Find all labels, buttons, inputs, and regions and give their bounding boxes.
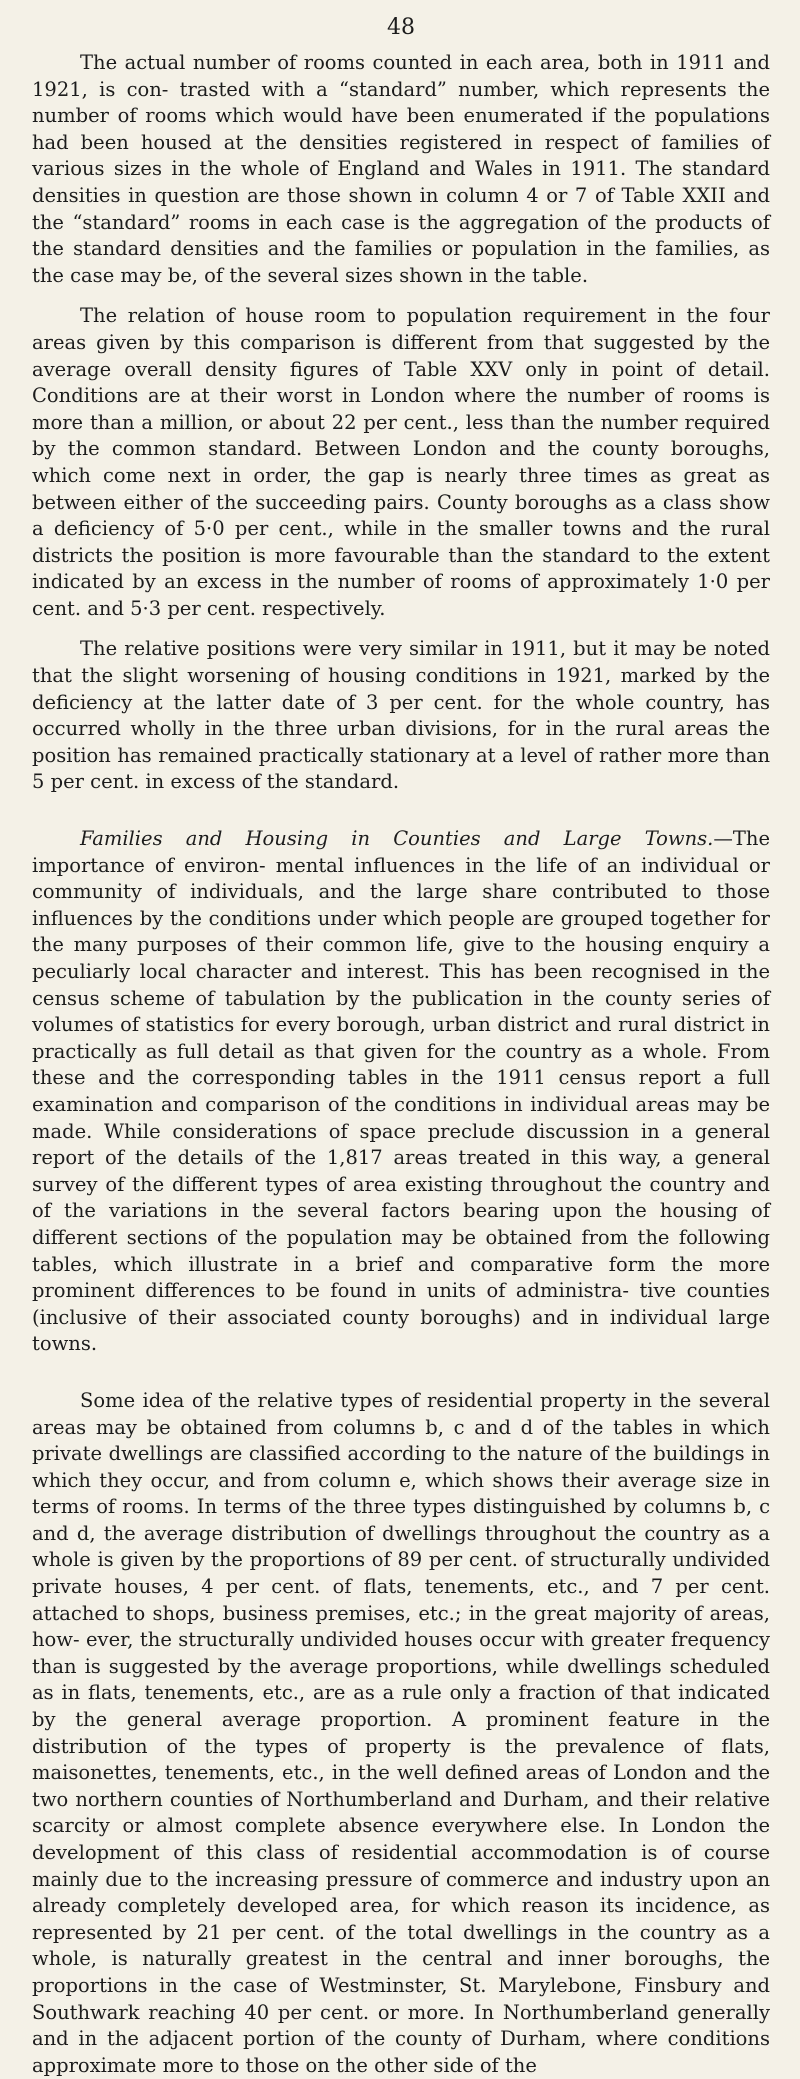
paragraph-relative-positions: The relative positions were very similar in 1911, but it may be noted that the slight worsening of housing conditions in 1921, marked by the deficiency at the latter date of 3 per cent. for the whole country, has occurred wholly in the three urban divisions, for in the rural areas the position has remained practically stationary at a level of rather more than 5 per cent. in excess of the standard.	[32, 637, 770, 794]
paragraph-residential-types: Some idea of the relative types of residential property in the several areas may be obtained from columns b, c and d of the tables in which private dwellings are classified according to the nature of the buildings in which they occur, and from column e, which shows their average size in terms of rooms. In terms of the three types distinguished by columns b, c and d, the average distribution of dwellings throughout the country as a whole is given by the proportions of 89 per cent. of structurally undivided private houses, 4 per cent. of flats, tenements, etc., and 7 per cent. attached to shops, business premises, etc.; in the great majority of areas, how- ever, the structurally undivided houses occur with greater frequency than is suggested by the average proportions, while dwellings scheduled as in flats, tenements, etc., are as a rule only a fraction of that indicated by the general average proportion. A prominent feature in the distribution of the types of property is the prevalence of flats, maisonettes, tenements, etc., in the well defined areas of London and the two northern counties of Northumberland and Durham, and their relative scarcity or almost complete absence everywhere else. In London the development of this class of residential accommodation is of course mainly due to the increasing pressure of commerce and industry upon an already completely developed area, for which reason its incidence, as represented by 21 per cent. of the total dwellings in the country as a whole, is naturally greatest in the central and inner boroughs, the proportions in the case of Westminster, St. Marylebone, Finsbury and Southwark reaching 40 per cent. or more. In Northumberland generally and in the adjacent portion of the county of Durham, where conditions approximate more to those on the other side of the	[32, 1388, 770, 2077]
page-number: 48	[387, 15, 415, 40]
paragraph-house-room-relation: The relation of house room to population requirement in the four areas given by this comparison is different from that suggested by the average overall density figures of Table XXV only in point of detail. Conditions are at their worst in London where the number of rooms is more than a million, or about 22 per cent., less than the number required by the common standard. Between London and the county boroughs, which come next in order, the gap is nearly three times as great as between either of the succeeding pairs. County boroughs as a class show a deficiency of 5·0 per cent., while in the smaller towns and the rural districts the position is more favourable than the standard to the extent indicated by an excess in the number of rooms of approximately 1·0 per cent. and 5·3 per cent. respectively.	[32, 304, 770, 620]
paragraph-standard-rooms: The actual number of rooms counted in each area, both in 1911 and 1921, is con- trasted with a “standard” number, which represents the number of rooms which would have been enumerated if the populations had been housed at the densities registered in respect of families of various sizes in the whole of England and Wales in 1911. The standard densities in question are those shown in column 4 or 7 of Table XXII and the “standard” rooms in each case is the aggregation of the products of the standard densities and the families or population in the families, as the case may be, of the several sizes shown in the table.	[32, 51, 770, 287]
section-heading: Families and Housing in Counties and Large Towns.	[80, 827, 714, 851]
section-text: —The importance of environ- mental influences in the life of an individual or community of individuals, and the large share contributed to those influences by the conditions under which people are grouped together for the many purposes of their common life, give to the housing enquiry a peculiarly local character and interest. This has been recognised in the census scheme of tabulation by the publication in the county series of volumes of statistics for every borough, urban district and rural district in practically as full detail as that given for the country as a whole. From these and the corresponding tables in the 1911 census report a full examination and comparison of the conditions in individual areas may be made. While considerations of space preclude discussion in a general report of the details of the 1,817 areas treated in this way, a general survey of the different types of area existing throughout the country and of the variations in the several factors bearing upon the housing of different sections of the population may be obtained from the following tables, which illustrate in a brief and comparative form the more prominent differences to be found in units of administra- tive counties (inclusive of their associated county boroughs) and in individual large towns.	[32, 827, 770, 1356]
paragraph-families-housing	[32, 826, 770, 1358]
